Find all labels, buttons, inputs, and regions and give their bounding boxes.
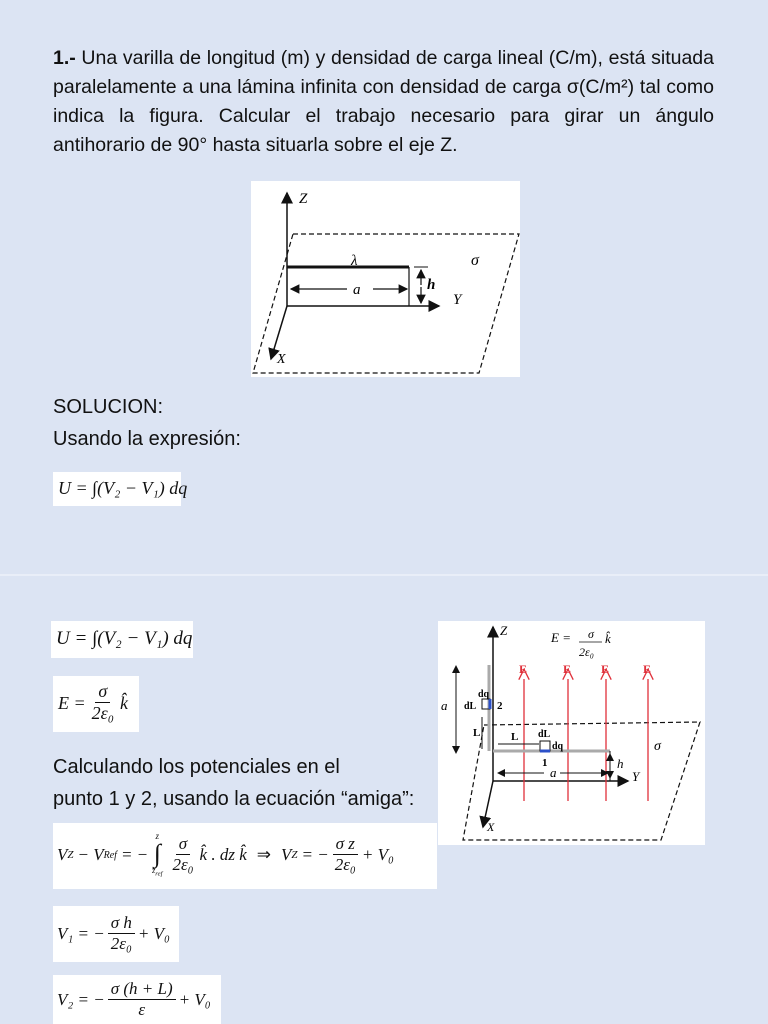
L-mid-label: L: [511, 731, 519, 743]
efield-lhs: E =: [58, 692, 86, 713]
efield-formula: [58, 682, 128, 724]
problem-number: 1.-: [53, 47, 76, 69]
vz-rhs-eq: = −: [301, 845, 329, 864]
sigma-label-2: σ: [654, 739, 661, 754]
e-label-3: E: [601, 662, 610, 676]
figure-rotated-rod: [438, 621, 705, 845]
e-label-4: E: [643, 662, 652, 676]
v2-equation: [57, 978, 211, 1022]
solution-heading: SOLUCION:: [53, 396, 164, 418]
solution-intro: Usando la expresión:: [53, 428, 241, 450]
dq-top-label: dq: [478, 689, 490, 700]
vz-lhs: V: [57, 845, 68, 864]
figure-2-svg: [438, 621, 705, 845]
formula-U-box-2: [51, 621, 193, 658]
vz-rhs-lhs-sub: Z: [291, 849, 298, 861]
problem-statement: [53, 44, 714, 160]
x-label-2: X: [487, 820, 495, 834]
point-2-label: 2: [497, 700, 503, 712]
fig2-e-lhs: E =: [551, 630, 571, 645]
vz-rhs-lhs: V: [281, 845, 292, 864]
sheet-plane: [253, 234, 519, 373]
dl-mid-label: dL: [538, 729, 551, 740]
e-label-1: E: [519, 662, 528, 676]
e-label-2: E: [563, 662, 572, 676]
vz-int-upper: z: [155, 830, 160, 841]
vz-minus-vref: − V: [77, 845, 104, 864]
v2-fraction: [108, 980, 176, 1020]
vz-lhs-sub: Z: [67, 849, 74, 861]
problem-text: Una varilla de longitud (m) y densidad de carga lineal (C/m), está situada paralelamente a una lámina infinita con densidad de carga σ(C/m²) tal como indica la figura. Calcular el trabajo necesario para girar un ángulo antihorario de 90° hasta situarla sobre el eje Z.: [53, 47, 714, 156]
a-vertical-label: a: [441, 698, 448, 713]
lambda-label: λ: [351, 253, 358, 269]
potential-text-line-1: Calculando los potenciales en el: [53, 756, 340, 778]
efield-unit: k̂: [120, 692, 129, 713]
vz-equation: [57, 831, 394, 879]
v1-equation: [57, 911, 170, 957]
v2-equation-box: [53, 975, 221, 1024]
vz-ref-sub: Ref: [103, 849, 117, 861]
a-label: a: [353, 282, 361, 298]
efield-num: σ: [95, 682, 110, 703]
L-left-label: L: [473, 727, 481, 739]
slide-2: [0, 576, 768, 1024]
x-label: X: [277, 352, 286, 367]
h-label-2: h: [617, 756, 624, 771]
vz-int-sign: ∫: [153, 838, 161, 868]
vz-equation-box: [53, 823, 437, 889]
v1-num: σ h: [108, 914, 135, 934]
v2-num: σ (h + L): [108, 980, 176, 1000]
y-label-2: Y: [632, 769, 640, 784]
vz-rhs-den: 2ε₀: [334, 854, 356, 874]
formula-U-box-1: [53, 472, 188, 506]
vz-integrand-tail: k̂ . dz k̂: [199, 845, 247, 864]
y-label: Y: [453, 292, 462, 308]
z-label-2: Z: [500, 623, 508, 638]
v1-den: 2ε₀: [110, 933, 132, 953]
vz-eq: = −: [120, 845, 149, 864]
v2-tail: + V₀: [178, 990, 211, 1009]
vz-num: σ: [176, 835, 190, 855]
dq-mid-label: dq: [552, 741, 564, 752]
fig2-e-num: σ: [588, 627, 594, 641]
potential-text-line-2: punto 1 y 2, usando la ecuación “amiga”:: [53, 788, 415, 810]
z-label: Z: [299, 191, 308, 207]
formula-U-1: U = ∫(V₂ − V₁) dq: [58, 478, 188, 498]
fig2-e-den: 2ε₀: [579, 645, 594, 659]
v1-fraction: [108, 914, 135, 954]
vz-rhs-fraction: [332, 835, 359, 875]
v2-lhs: V₂ = −: [57, 990, 105, 1009]
a-bottom-label: a: [550, 765, 557, 780]
vz-rhs-num: σ z: [333, 835, 358, 855]
v2-den: ε: [138, 999, 146, 1019]
v1-lhs: V₁ = −: [57, 924, 105, 943]
figure-rod-over-sheet: [251, 181, 520, 377]
figure-1-svg: [251, 181, 520, 377]
vz-implies: ⇒: [256, 845, 272, 864]
h-label: h: [427, 277, 436, 293]
efield-den: 2ε₀: [91, 702, 115, 723]
efield-fraction: [89, 682, 117, 724]
vz-integral: [152, 832, 162, 878]
vz-int-lower-sub: ref: [155, 870, 163, 878]
point-1-label: 1: [542, 757, 548, 769]
vz-den: 2ε₀: [172, 854, 194, 874]
dl-left-label: dL: [464, 701, 477, 712]
vz-fraction: [169, 835, 196, 875]
v1-tail: + V₀: [137, 924, 170, 943]
formula-U-2: U = ∫(V₂ − V₁) dq: [56, 628, 193, 649]
vz-rhs-tail: + V₀: [361, 845, 394, 864]
efield-box: [53, 676, 139, 732]
vz-int-lower: z: [152, 865, 156, 875]
fig2-e-unit: k̂: [605, 631, 611, 646]
sigma-label: σ: [471, 252, 479, 269]
v1-equation-box: [53, 906, 179, 962]
